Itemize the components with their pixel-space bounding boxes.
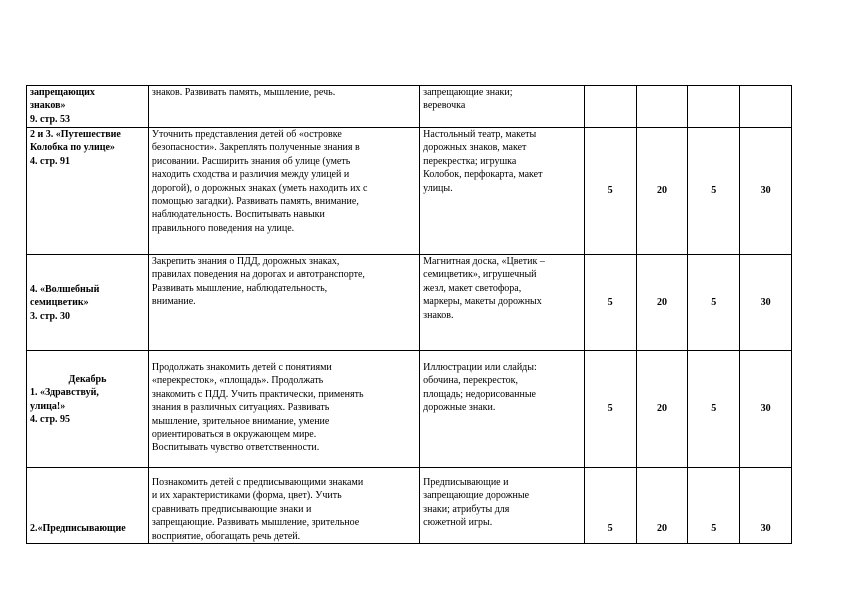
description-line: восприятие, обогащать речь детей.: [151, 530, 301, 542]
number-cell: 5: [688, 351, 740, 468]
number-cell: 5: [688, 255, 740, 351]
number-cell: 5: [584, 255, 636, 351]
topic-line: семицветик»: [30, 297, 89, 309]
number-cell: 5: [688, 468, 740, 544]
number-cell: [688, 86, 740, 128]
description-cell: [148, 86, 419, 128]
number-cell: [740, 86, 792, 128]
description-line: знания в различных ситуациях. Развивать: [151, 402, 330, 414]
description-line: Продолжать знакомить детей с понятиями: [151, 362, 332, 373]
materials-line: веревочка: [423, 100, 466, 112]
topic-cell: [27, 468, 149, 544]
description-line: находить сходства и различия между улицей и: [151, 169, 350, 181]
topic-cell: [27, 128, 149, 255]
topic-line: 1. «Здравствуй,: [30, 387, 99, 399]
materials-line: Магнитная доска, «Цветик –: [423, 256, 545, 267]
materials-line: Колобок, перфокарта, макет: [423, 169, 543, 181]
topic-line: 3. стр. 30: [30, 310, 71, 322]
number-cell: 5: [584, 351, 636, 468]
description-line: правилах поведения на дорогах и автотранспорте,: [151, 269, 365, 281]
description-cell: [148, 128, 419, 255]
description-line: Закрепить знания о ПДД, дорожных знаках,: [151, 256, 340, 267]
materials-line: дорожных знаков, макет: [423, 142, 527, 154]
topic-line: запрещающих: [30, 87, 95, 98]
description-line: Воспитывать чувство ответственности.: [151, 442, 320, 454]
materials-cell: [420, 255, 585, 351]
lesson-plan-table: [26, 85, 792, 544]
materials-line: знаков.: [423, 309, 454, 321]
table-row: [27, 468, 792, 544]
materials-line: маркеры, макеты дорожных: [423, 296, 542, 308]
materials-line: обочина, перекресток,: [423, 375, 518, 387]
table-row: [27, 255, 792, 351]
materials-line: запрещающие дорожные: [423, 490, 530, 502]
number-cell: 20: [636, 468, 688, 544]
materials-line: перекрестка; игрушка: [423, 155, 517, 167]
description-line: рисовании. Расширить знания об улице (уметь: [151, 155, 351, 167]
materials-line: площадь; недорисованные: [423, 388, 536, 400]
number-cell: 5: [584, 128, 636, 255]
number-cell: [636, 86, 688, 128]
number-cell: 20: [636, 128, 688, 255]
topic-cell: [27, 351, 149, 468]
description-line: помощью загадки). Развивать память, внимание,: [151, 196, 359, 208]
description-line: Развивать мышление, наблюдательность,: [151, 282, 328, 294]
topic-line: 2 и 3. «Путешествие: [30, 129, 121, 140]
materials-line: запрещающие знаки;: [423, 87, 513, 98]
description-line: Познакомить детей с предписывающими знаками: [151, 477, 364, 488]
topic-line: 9. стр. 53: [30, 113, 71, 125]
description-line: дорогой), о дорожных знаках (уметь находить их с: [151, 182, 368, 194]
topic-line: знаков»: [30, 100, 66, 112]
topic-line: 4. стр. 91: [30, 155, 71, 167]
topic-line: 4. стр. 95: [30, 414, 71, 426]
number-cell: 30: [740, 128, 792, 255]
materials-line: дорожные знаки.: [423, 402, 496, 414]
description-line: запрещающие. Развивать мышление, зрительное: [151, 517, 360, 529]
number-cell: 5: [688, 128, 740, 255]
description-line: «перекресток», «площадь». Продолжать: [151, 375, 324, 387]
number-cell: 30: [740, 468, 792, 544]
description-line: Уточнить представления детей об «островке: [151, 129, 342, 140]
materials-line: Предписывающие и: [423, 477, 509, 488]
month-heading: Декабрь: [68, 374, 107, 385]
description-cell: [148, 468, 419, 544]
description-line: знакомить с ПДД. Учить практически, применять: [151, 388, 364, 400]
materials-line: улицы.: [423, 182, 453, 194]
number-cell: 30: [740, 351, 792, 468]
number-cell: 5: [584, 468, 636, 544]
table-row: [27, 351, 792, 468]
table-row: [27, 128, 792, 255]
topic-cell: [27, 86, 149, 128]
description-line: наблюдательность. Воспитывать навыки: [151, 209, 325, 221]
materials-line: знаки; атрибуты для: [423, 503, 510, 515]
description-line: и их характеристиками (форма, цвет). Учить: [151, 490, 342, 502]
number-cell: 20: [636, 255, 688, 351]
description-line: мышление, зрительное внимание, умение: [151, 415, 330, 427]
materials-line: Иллюстрации или слайды:: [423, 362, 537, 373]
materials-line: Настольный театр, макеты: [423, 129, 537, 140]
materials-cell: [420, 351, 585, 468]
number-cell: [584, 86, 636, 128]
materials-line: жезл, макет светофора,: [423, 282, 522, 294]
description-line: безопасности». Закреплять полученные знания в: [151, 142, 360, 154]
description-line: ориентироваться в окружающем мире.: [151, 429, 317, 441]
materials-cell: [420, 468, 585, 544]
materials-line: сюжетной игры.: [423, 517, 493, 529]
materials-cell: [420, 128, 585, 255]
topic-line: 2.«Предписывающие: [30, 522, 126, 534]
number-cell: 20: [636, 351, 688, 468]
description-line: внимание.: [151, 296, 196, 308]
topic-line: улица!»: [30, 400, 66, 412]
topic-line: 4. «Волшебный: [30, 284, 100, 295]
topic-line: Колобка по улице»: [30, 142, 115, 154]
materials-line: семицветик», игрушечный: [423, 269, 537, 281]
description-line: знаков. Развивать память, мышление, речь.: [151, 87, 336, 98]
description-cell: [148, 351, 419, 468]
topic-cell: [27, 255, 149, 351]
table-row: [27, 86, 792, 128]
number-cell: 30: [740, 255, 792, 351]
description-line: сравнивать предписывающие знаки и: [151, 503, 312, 515]
materials-cell: [420, 86, 585, 128]
description-line: правильного поведения на улице.: [151, 222, 295, 234]
description-cell: [148, 255, 419, 351]
